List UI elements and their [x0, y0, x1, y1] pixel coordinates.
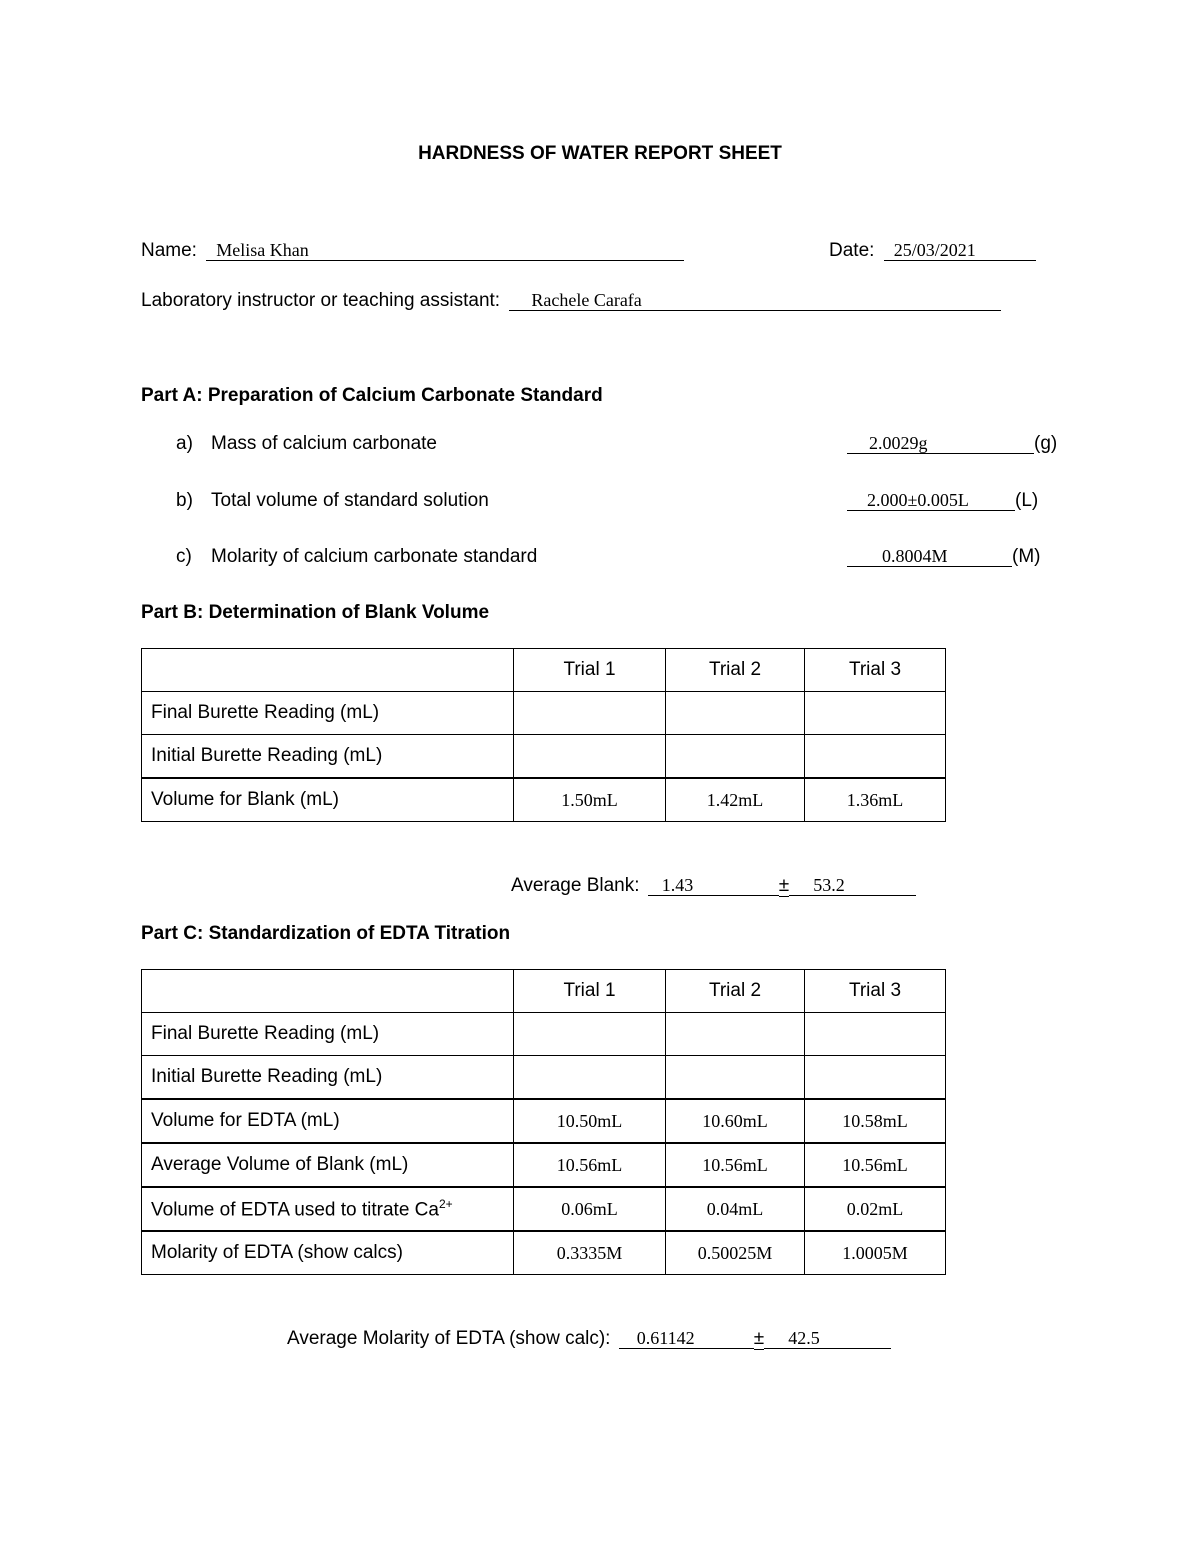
table-cell[interactable]: [805, 1013, 946, 1056]
table-cell[interactable]: [514, 692, 666, 735]
volume-unit: (L): [1015, 490, 1039, 511]
instructor-row: [141, 290, 1001, 312]
table-cell[interactable]: [666, 692, 805, 735]
table-header-cell: Trial 3: [805, 649, 946, 692]
table-header-cell: Trial 2: [666, 649, 805, 692]
mass-label: Mass of calcium carbonate: [211, 433, 437, 454]
table-header-row: [142, 649, 946, 692]
name-field[interactable]: Melisa Khan: [206, 240, 684, 261]
plus-minus-sign: ±: [778, 875, 790, 896]
part-a-item-marker: a): [176, 433, 193, 454]
table-header-cell: [142, 970, 514, 1013]
date-row: [829, 240, 1036, 262]
table-header-cell: Trial 1: [514, 970, 666, 1013]
date-field[interactable]: 25/03/2021: [884, 240, 1036, 261]
table-header-cell: [142, 649, 514, 692]
molarity-field[interactable]: 0.8004M: [847, 546, 1012, 567]
table-cell[interactable]: 10.58mL: [805, 1099, 946, 1143]
average-molarity-label: Average Molarity of EDTA (show calc):: [287, 1328, 611, 1349]
instructor-field[interactable]: Rachele Carafa: [509, 290, 1001, 311]
name-label: Name:: [141, 240, 197, 261]
date-label: Date:: [829, 240, 875, 261]
part-b-heading: Part B: Determination of Blank Volume: [141, 602, 490, 623]
average-molarity-error-field[interactable]: 42.5: [764, 1328, 891, 1349]
table-cell[interactable]: 1.36mL: [805, 778, 946, 822]
mass-field[interactable]: 2.0029g: [847, 433, 1034, 454]
row-label: Final Burette Reading (mL): [142, 1013, 514, 1056]
table-cell[interactable]: 1.50mL: [514, 778, 666, 822]
row-label: Volume for EDTA (mL): [142, 1099, 514, 1143]
page-title: HARDNESS OF WATER REPORT SHEET: [418, 143, 782, 164]
charge-superscript: 2+: [438, 1196, 453, 1211]
molarity-row: [847, 546, 1040, 568]
name-row: [141, 240, 684, 262]
part-c-heading: Part C: Standardization of EDTA Titration: [141, 923, 511, 944]
average-molarity-field[interactable]: 0.61142: [619, 1328, 754, 1349]
table-header-cell: Trial 1: [514, 649, 666, 692]
table-cell[interactable]: 10.50mL: [514, 1099, 666, 1143]
volume-label: Total volume of standard solution: [211, 490, 489, 511]
table-cell[interactable]: 10.56mL: [805, 1143, 946, 1187]
table-header-cell: Trial 2: [666, 970, 805, 1013]
blank-volume-table: [141, 648, 946, 822]
average-blank-row: [511, 875, 916, 897]
table-header-cell: Trial 3: [805, 970, 946, 1013]
mass-row: [847, 433, 1057, 455]
edta-standardization-table: [141, 969, 946, 1275]
table-cell[interactable]: [805, 735, 946, 779]
part-a-item-marker: b): [176, 490, 193, 511]
row-label: Average Volume of Blank (mL): [142, 1143, 514, 1187]
table-cell[interactable]: [805, 692, 946, 735]
table-cell[interactable]: 0.06mL: [514, 1187, 666, 1231]
plus-minus-sign: ±: [753, 1328, 765, 1349]
average-blank-error-field[interactable]: 53.2: [789, 875, 916, 896]
molarity-unit: (M): [1012, 546, 1041, 567]
table-cell[interactable]: 1.42mL: [666, 778, 805, 822]
table-cell[interactable]: 10.56mL: [666, 1143, 805, 1187]
mass-unit: (g): [1034, 433, 1058, 454]
table-row: [142, 778, 946, 822]
table-cell[interactable]: [666, 735, 805, 779]
table-cell[interactable]: 10.60mL: [666, 1099, 805, 1143]
table-cell[interactable]: [666, 1056, 805, 1100]
table-header-row: [142, 970, 946, 1013]
row-label-text: Volume of EDTA used to titrate Ca: [151, 1199, 439, 1221]
table-cell[interactable]: [805, 1056, 946, 1100]
table-row: [142, 692, 946, 735]
row-label: [142, 1187, 514, 1231]
volume-row: [847, 490, 1038, 512]
table-cell[interactable]: [666, 1013, 805, 1056]
part-a-item-marker: c): [176, 546, 192, 567]
table-row: [142, 1231, 946, 1275]
average-molarity-row: [287, 1328, 891, 1350]
table-row: [142, 735, 946, 779]
molarity-label: Molarity of calcium carbonate standard: [211, 546, 538, 567]
table-cell[interactable]: [514, 1056, 666, 1100]
instructor-label: Laboratory instructor or teaching assistant:: [141, 290, 501, 311]
table-cell[interactable]: 0.02mL: [805, 1187, 946, 1231]
row-label: Molarity of EDTA (show calcs): [142, 1231, 514, 1275]
table-row: [142, 1143, 946, 1187]
table-cell[interactable]: 0.3335M: [514, 1231, 666, 1275]
row-label: Initial Burette Reading (mL): [142, 735, 514, 779]
table-cell[interactable]: [514, 1013, 666, 1056]
table-row: [142, 1187, 946, 1231]
average-blank-field[interactable]: 1.43: [648, 875, 779, 896]
table-cell[interactable]: 0.50025M: [666, 1231, 805, 1275]
table-row: [142, 1056, 946, 1100]
table-cell[interactable]: 10.56mL: [514, 1143, 666, 1187]
row-label: Final Burette Reading (mL): [142, 692, 514, 735]
row-label: Initial Burette Reading (mL): [142, 1056, 514, 1100]
table-cell[interactable]: 0.04mL: [666, 1187, 805, 1231]
average-blank-label: Average Blank:: [511, 875, 640, 896]
part-a-heading: Part A: Preparation of Calcium Carbonate Standard: [141, 385, 603, 406]
row-label: Volume for Blank (mL): [142, 778, 514, 822]
volume-field[interactable]: 2.000±0.005L: [847, 490, 1015, 511]
table-row: [142, 1013, 946, 1056]
table-cell[interactable]: [514, 735, 666, 779]
table-cell[interactable]: 1.0005M: [805, 1231, 946, 1275]
table-row: [142, 1099, 946, 1143]
